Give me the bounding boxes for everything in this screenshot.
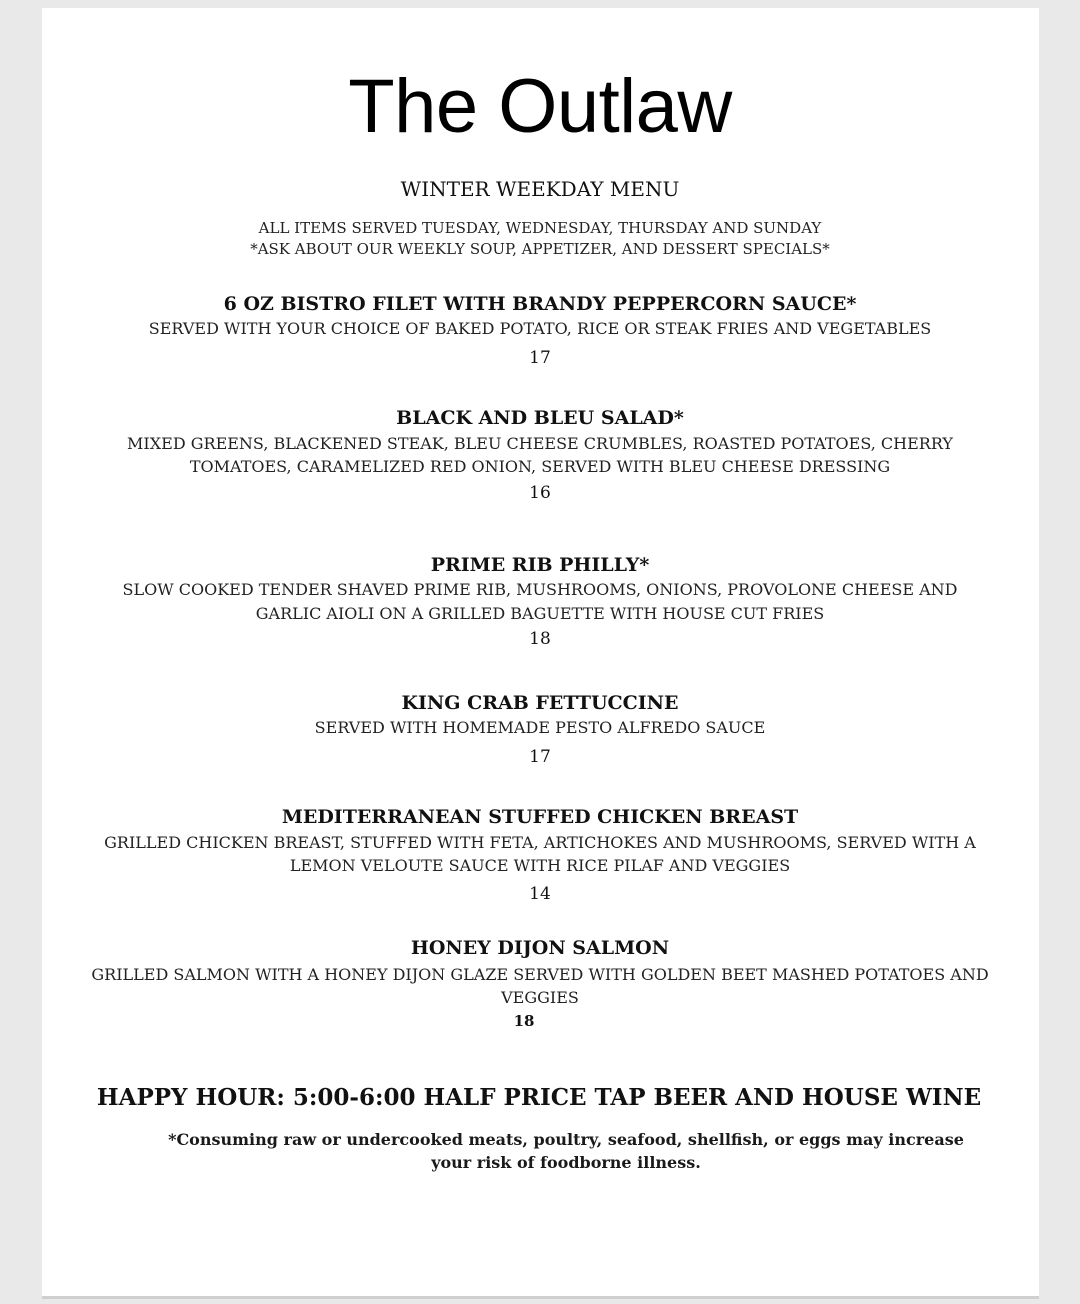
happy-hour-banner: HAPPY HOUR: 5:00-6:00 HALF PRICE TAP BEER AND HOUSE WINE <box>96 1084 982 1111</box>
menu-item-price: 18 <box>529 629 551 649</box>
menu-item-description: GRILLED CHICKEN BREAST, STUFFED WITH FETA, ARTICHOKES AND MUSHROOMS, SERVED WITH A <box>104 833 976 852</box>
menu-item-name: HONEY DIJON SALMON <box>410 937 670 959</box>
menu-item-description: SLOW COOKED TENDER SHAVED PRIME RIB, MUSHROOMS, ONIONS, PROVOLONE CHEESE AND <box>122 580 958 599</box>
service-days-notice: ALL ITEMS SERVED TUESDAY, WEDNESDAY, THURSDAY AND SUNDAY <box>258 219 822 237</box>
foodborne-illness-disclaimer: *Consuming raw or undercooked meats, poultry, seafood, shellfish, or eggs may increase your risk of foodborne illness. <box>168 1130 964 1172</box>
page-bottom-edge <box>42 1296 1039 1299</box>
menu-item-price: 14 <box>529 884 551 904</box>
menu-item-name: 6 OZ BISTRO FILET WITH BRANDY PEPPERCORN SAUCE* <box>223 293 857 315</box>
menu-item-description: TOMATOES, CARAMELIZED RED ONION, SERVED WITH BLEU CHEESE DRESSING <box>189 457 891 476</box>
restaurant-name: The Outlaw <box>348 64 732 149</box>
menu-item-name: PRIME RIB PHILLY* <box>430 554 650 576</box>
menu-item-name: KING CRAB FETTUCCINE <box>401 692 679 714</box>
menu-title: WINTER WEEKDAY MENU <box>400 177 680 201</box>
menu-item-description: VEGGIES <box>501 988 579 1007</box>
menu-item-price: 17 <box>529 348 551 368</box>
menu-item-description: MIXED GREENS, BLACKENED STEAK, BLEU CHEESE CRUMBLES, ROASTED POTATOES, CHERRY <box>127 434 953 453</box>
menu-item-description: SERVED WITH HOMEMADE PESTO ALFREDO SAUCE <box>314 718 766 737</box>
menu-item-description: GRILLED SALMON WITH A HONEY DIJON GLAZE SERVED WITH GOLDEN BEET MASHED POTATOES AND <box>91 965 989 984</box>
menu-item-price: 18 <box>513 1012 535 1030</box>
menu-item-description: GARLIC AIOLI ON A GRILLED BAGUETTE WITH HOUSE CUT FRIES <box>255 604 825 623</box>
specials-notice: *ASK ABOUT OUR WEEKLY SOUP, APPETIZER, AND DESSERT SPECIALS* <box>250 240 830 258</box>
menu-item-description: SERVED WITH YOUR CHOICE OF BAKED POTATO, RICE OR STEAK FRIES AND VEGETABLES <box>148 319 932 338</box>
menu-item-name: BLACK AND BLEU SALAD* <box>396 407 684 429</box>
menu-item-price: 17 <box>529 747 551 767</box>
menu-item-name: MEDITERRANEAN STUFFED CHICKEN BREAST <box>281 806 799 828</box>
menu-item-price: 16 <box>529 483 551 503</box>
menu-item-description: LEMON VELOUTE SAUCE WITH RICE PILAF AND VEGGIES <box>289 856 791 875</box>
